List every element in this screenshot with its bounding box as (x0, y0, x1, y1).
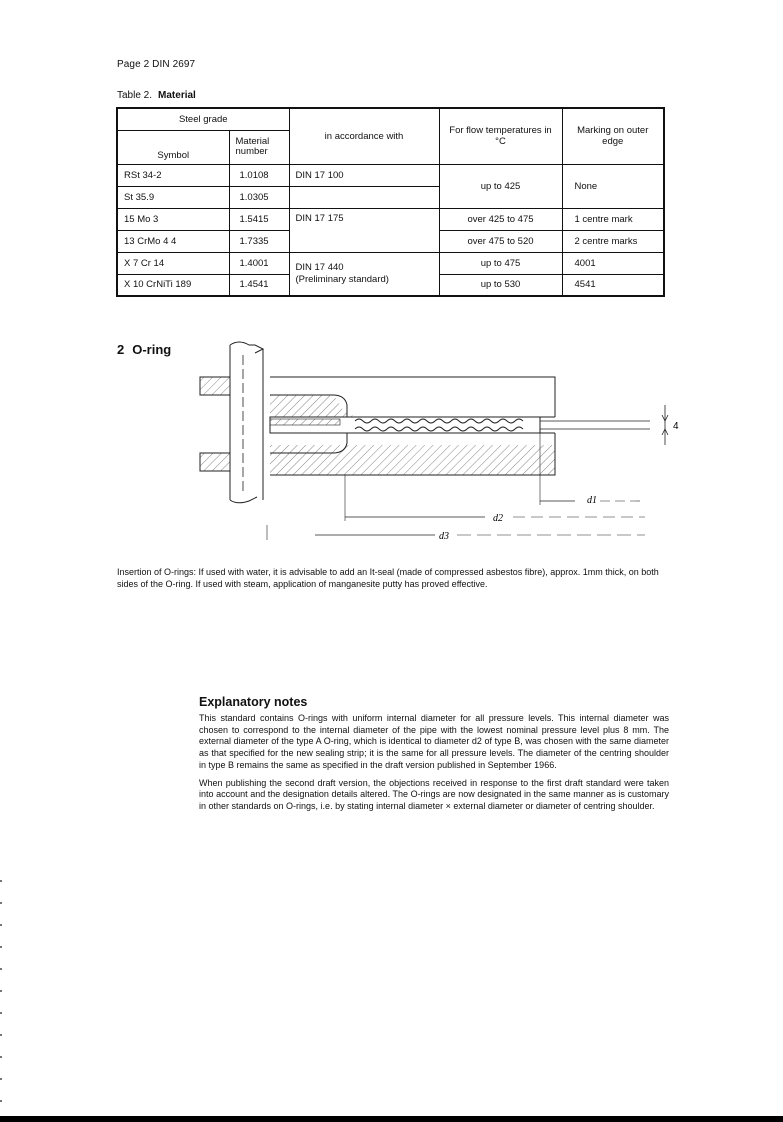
header-accordance: in accordance with (289, 108, 439, 164)
row-symbol: RSt 34-2 (117, 164, 229, 186)
header-steel-grade: Steel grade (117, 108, 289, 130)
empty-cell (289, 186, 439, 208)
temp-cell: up to 530 (439, 274, 562, 296)
row-symbol: St 35.9 (117, 186, 229, 208)
marking-cell: 1 centre mark (562, 208, 664, 230)
section-name: O-ring (132, 342, 172, 357)
marking-cell: 2 centre marks (562, 230, 664, 252)
row-symbol: 15 Mo 3 (117, 208, 229, 230)
standard-din17440 (289, 252, 439, 296)
marking-cell: 4001 (562, 252, 664, 274)
table-caption-number: Table 2. (117, 90, 153, 101)
thickness-label: 4 (673, 421, 679, 432)
temp-cell: over 475 to 520 (439, 230, 562, 252)
notes-paragraph-1: This standard contains O-rings with uniform internal diameter for all pressure levels. This internal diameter was chosen to correspond to the internal diameter of the pipe with the lowest nominal pressure level plus 8 mm. The external diameter of the type A O-ring, which is identical to diameter d2 of type B, was chosen with the same diameter as that specified for the new sealing strip; it is the same for all pressure levels. The diameter of the centring shoulder in type B remains the same as specified in the draft version published in September 1966. (199, 713, 669, 770)
standard-din17100: DIN 17 100 (289, 164, 439, 186)
standard-din17440-line1: DIN 17 440 (295, 261, 344, 273)
row-symbol: X 10 CrNiTi 189 (117, 274, 229, 296)
header-material-number: Material number (229, 130, 289, 164)
row-symbol: 13 CrMo 4 4 (117, 230, 229, 252)
header-symbol: Symbol (117, 130, 229, 164)
o-ring-diagram (195, 335, 679, 545)
material-table (116, 107, 665, 297)
pipe-shaft (230, 342, 263, 503)
lower-flange (200, 433, 555, 475)
row-number: 1.4001 (229, 252, 289, 274)
label-d2: d2 (493, 513, 503, 524)
explanatory-notes (199, 695, 669, 819)
row-number: 1.5415 (229, 208, 289, 230)
temp-cell: up to 425 (439, 164, 562, 208)
marking-cell: 4541 (562, 274, 664, 296)
row-number: 1.4541 (229, 274, 289, 296)
marking-cell: None (562, 164, 664, 208)
label-d3: d3 (439, 531, 449, 542)
section-number: 2 (117, 342, 125, 357)
header-marking: Marking on outer edge (562, 108, 664, 164)
page-bottom-rule (0, 1116, 783, 1122)
temp-cell: over 425 to 475 (439, 208, 562, 230)
standard-din17175: DIN 17 175 (289, 208, 439, 252)
o-ring-gasket (270, 417, 650, 433)
header-flow-temp: For flow temperatures in °C (439, 108, 562, 164)
temp-cell: up to 475 (439, 252, 562, 274)
notes-paragraph-2: When publishing the second draft version, the objections received in response to the first draft standard were taken into account and the designation details altered. The O-rings are now designated in the same manner as is customary in other standards on O-rings, i.e. by stating internal diameter × external diameter or diameter of centring shoulder. (199, 777, 669, 811)
scan-margin-marks (0, 880, 2, 1110)
table-caption-title: Material (158, 90, 196, 101)
row-number: 1.7335 (229, 230, 289, 252)
thickness-dimension (662, 405, 679, 445)
standard-din17440-line2: (Preliminary standard) (295, 273, 389, 285)
row-number: 1.0305 (229, 186, 289, 208)
table-caption (117, 90, 196, 101)
row-number: 1.0108 (229, 164, 289, 186)
insertion-note: Insertion of O-rings: If used with water, it is advisable to add an It-seal (made of compressed asbestos fibre), approx. 1mm thick, on both sides of the O-ring. If used with steam, application of manganesite putty has proved effective. (117, 567, 659, 589)
page-header: Page 2 DIN 2697 (117, 59, 196, 70)
section-title (117, 342, 171, 357)
label-d1: d1 (587, 495, 597, 506)
row-symbol: X 7 Cr 14 (117, 252, 229, 274)
upper-flange (200, 377, 555, 417)
notes-title: Explanatory notes (199, 695, 308, 709)
